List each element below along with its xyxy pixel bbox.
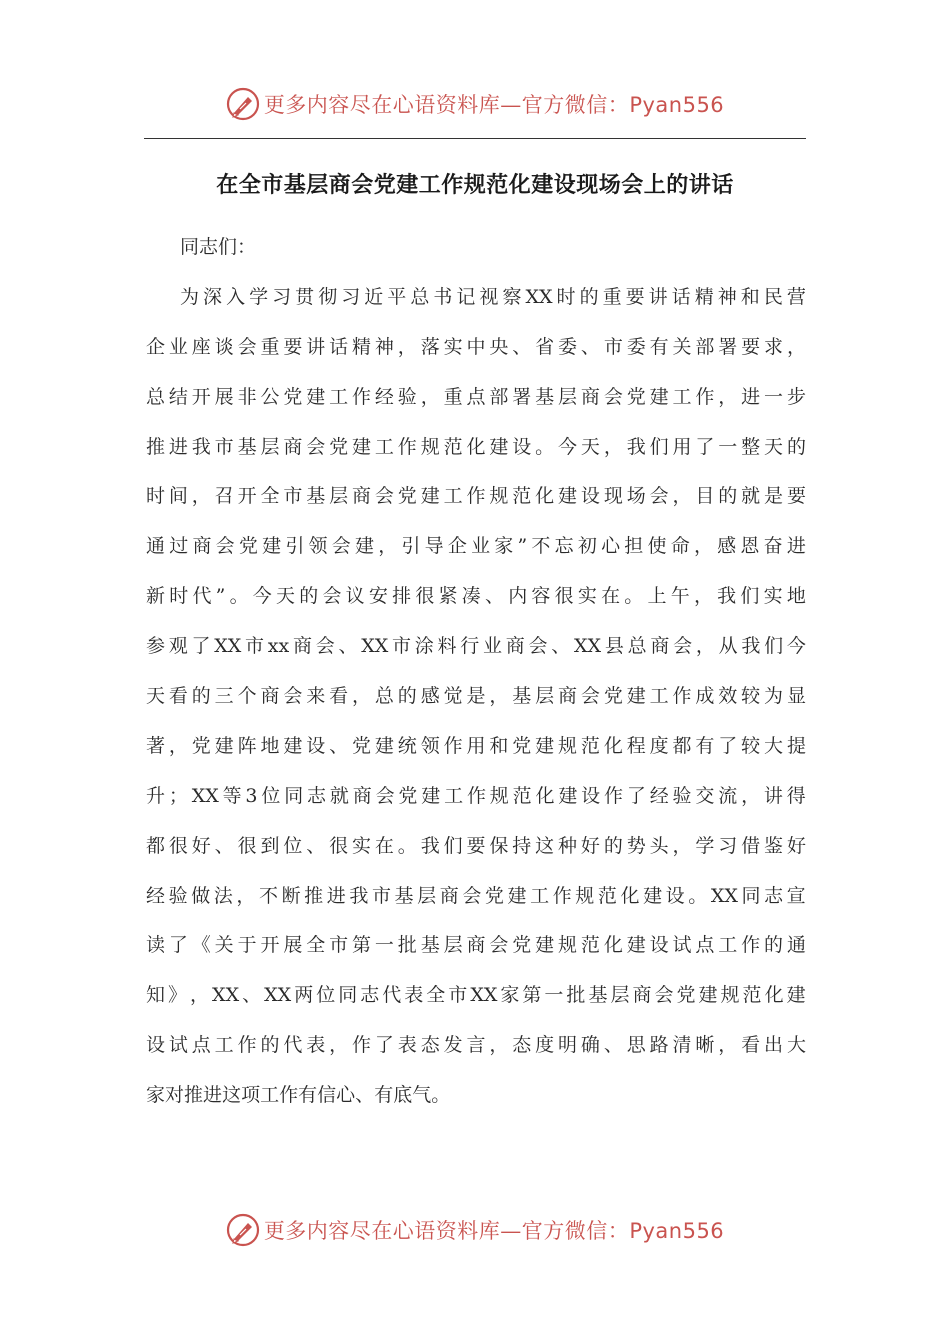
greeting: 同志们： [180, 236, 257, 258]
header-banner-text: 更多内容尽在心语资料库—官方微信：Pyan556 [263, 93, 725, 117]
pen-nib-logo-icon [226, 1213, 260, 1247]
header-banner [0, 84, 950, 124]
paragraph-line: 升 ； XX 等 3 位 同 志 就 商 会 党 建 工 作 规 范 化 建 设 作 了 经 验 交 流 ， 讲 得 [146, 784, 806, 807]
document-body [146, 232, 806, 1130]
footer-banner [0, 1210, 950, 1250]
paragraph-line: 为 深 入 学 习 贯 彻 习 近 平 总 书 记 视 察 XX 时 的 重 要 讲 话 精 神 和 民 营 [180, 285, 806, 308]
pen-nib-logo-icon [226, 87, 260, 121]
paragraph-line: 新 时 代 ” 。 今 天 的 会 议 安 排 很 紧 凑 、 内 容 很 实 在 。 上 午 ， 我 们 实 地 [146, 585, 806, 608]
paragraph-line: 企 业 座 谈 会 重 要 讲 话 精 神 ， 落 实 中 央 、 省 委 、 市 委 有 关 部 署 要 求 ， [146, 335, 806, 358]
paragraph-line: 设 试 点 工 作 的 代 表 ， 作 了 表 态 发 言 ， 态 度 明 确 、 思 路 清 晰 ， 看 出 大 [146, 1034, 806, 1057]
paragraph-line: 天 看 的 三 个 商 会 来 看 ， 总 的 感 觉 是 ， 基 层 商 会 党 建 工 作 成 效 较 为 显 [146, 685, 806, 708]
footer-contact: Pyan556 [629, 1219, 725, 1243]
paragraph-line: 读 了 《 关 于 开 展 全 市 第 一 批 基 层 商 会 党 建 规 范 化 建 设 试 点 工 作 的 通 [146, 934, 806, 957]
paragraph-line: 都 很 好 、 很 到 位 、 很 实 在 。 我 们 要 保 持 这 种 好 的 势 头 ， 学 习 借 鉴 好 [146, 834, 806, 857]
paragraph-line: 总 结 开 展 非 公 党 建 工 作 经 验 ， 重 点 部 署 基 层 商 会 党 建 工 作 ， 进 一 步 [146, 385, 806, 408]
paragraph-line: 著 ， 党 建 阵 地 建 设 、 党 建 统 领 作 用 和 党 建 规 范 化 程 度 都 有 了 较 大 提 [146, 734, 806, 757]
paragraph-line: 知 》 ， XX 、 XX 两 位 同 志 代 表 全 市 XX 家 第 一 批 基 层 商 会 党 建 规 范 化 建 [146, 984, 806, 1007]
paragraph-line: 家 对 推 进 这 项 工 作 有 信 心 、 有 底 气 。 [146, 1084, 451, 1107]
document-title: 在全市基层商会党建工作规范化建设现场会上的讲话 [216, 173, 734, 198]
paragraph-line: 推 进 我 市 基 层 商 会 党 建 工 作 规 范 化 建 设 。 今 天 ， 我 们 用 了 一 整 天 的 [146, 435, 806, 458]
paragraph-line: 时 间 ， 召 开 全 市 基 层 商 会 党 建 工 作 规 范 化 建 设 现 场 会 ， 目 的 就 是 要 [146, 485, 806, 508]
paragraph-line: 参 观 了 XX 市 xx 商 会 、 XX 市 涂 料 行 业 商 会 、 XX 县 总 商 会 ， 从 我 们 今 [146, 635, 806, 658]
paragraph-line: 通 过 商 会 党 建 引 领 会 建 ， 引 导 企 业 家 ” 不 忘 初 心 担 使 命 ， 感 恩 奋 进 [146, 535, 806, 558]
footer-banner-text: 更多内容尽在心语资料库—官方微信：Pyan556 [263, 1219, 725, 1243]
header-divider [144, 138, 806, 139]
paragraph-line: 经 验 做 法 ， 不 断 推 进 我 市 基 层 商 会 党 建 工 作 规 范 化 建 设 。 XX 同 志 宣 [146, 884, 806, 907]
header-contact: Pyan556 [629, 93, 725, 117]
